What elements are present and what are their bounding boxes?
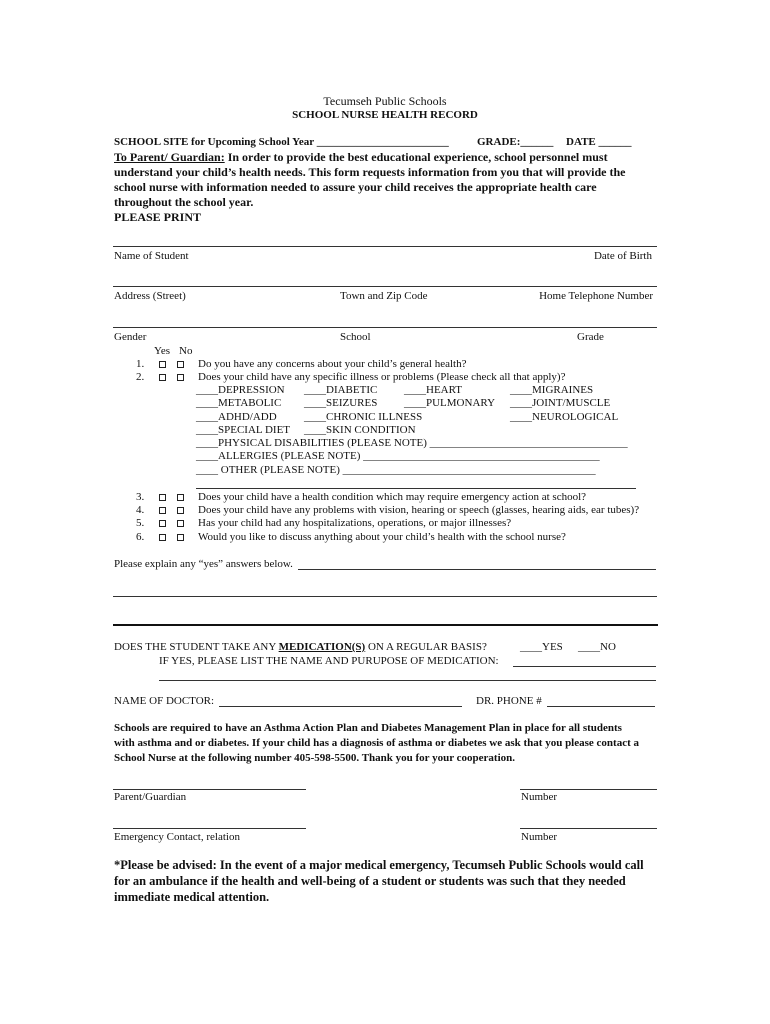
intro-lead: To Parent/ Guardian: bbox=[114, 150, 225, 164]
q1-no-checkbox[interactable] bbox=[177, 361, 184, 368]
question-text: Does your child have a health condition which may require emergency action at school? bbox=[198, 491, 587, 503]
intro-line-1: In order to provide the best educational experience, school personnel must bbox=[224, 150, 608, 164]
condition-depression[interactable]: ____DEPRESSION bbox=[196, 384, 285, 396]
question-number: 6. bbox=[136, 531, 145, 543]
name-of-student-label: Name of Student bbox=[114, 250, 189, 262]
medication-question bbox=[114, 641, 487, 653]
allergies-field[interactable]: ____ALLERGIES (PLEASE NOTE) ___________________________________________ bbox=[196, 450, 600, 462]
number-label: Number bbox=[521, 791, 558, 803]
advisory-line-1: *Please be advised: In the event of a major medical emergency, Tecumseh Public Schools would call bbox=[114, 858, 644, 872]
doctor-phone-label: DR. PHONE # bbox=[476, 695, 542, 707]
condition-pulmonary[interactable]: ____PULMONARY bbox=[404, 397, 496, 409]
question-number: 1. bbox=[136, 358, 145, 370]
medication-list-line-1[interactable] bbox=[513, 666, 656, 667]
q3-yes-checkbox[interactable] bbox=[159, 494, 166, 501]
question-text: Has your child had any hospitalizations, operations, or major illnesses? bbox=[198, 517, 512, 529]
explain-line-2[interactable] bbox=[113, 596, 657, 597]
gender-label: Gender bbox=[114, 331, 147, 343]
q4-yes-checkbox[interactable] bbox=[159, 507, 166, 514]
parent-number-line[interactable] bbox=[520, 789, 657, 790]
emergency-number-line[interactable] bbox=[520, 828, 657, 829]
section-divider bbox=[113, 624, 658, 626]
doctor-phone-line[interactable] bbox=[547, 706, 655, 707]
advisory-notice bbox=[114, 857, 644, 905]
parent-guardian-label: Parent/Guardian bbox=[114, 791, 187, 803]
form-title: SCHOOL NURSE HEALTH RECORD bbox=[292, 109, 478, 121]
district-name: Tecumseh Public Schools bbox=[323, 94, 447, 108]
q5-yes-checkbox[interactable] bbox=[159, 520, 166, 527]
medication-list-label: IF YES, PLEASE LIST THE NAME AND PURUPOSE OF MEDICATION: bbox=[159, 655, 499, 667]
q4-no-checkbox[interactable] bbox=[177, 507, 184, 514]
q2-yes-checkbox[interactable] bbox=[159, 374, 166, 381]
intro-line-2: understand your child’s health needs. This form requests information from you that will provide the bbox=[114, 165, 626, 179]
advisory-line-3: immediate medical attention. bbox=[114, 890, 270, 904]
question-text: Does your child have any specific illness or problems (Please check all that apply)? bbox=[198, 371, 566, 383]
condition-joint-muscle[interactable]: ____JOINT/MUSCLE bbox=[510, 397, 611, 409]
date-of-birth-label: Date of Birth bbox=[593, 250, 652, 262]
other-field[interactable]: ____ OTHER (PLEASE NOTE) ______________________________________________ bbox=[196, 464, 596, 476]
intro-line-3: school nurse with information needed to assure your child receives the appropriate health care bbox=[114, 180, 597, 194]
student-name-line[interactable] bbox=[113, 246, 657, 247]
gender-school-line[interactable] bbox=[113, 327, 657, 328]
condition-diabetic[interactable]: ____DIABETIC bbox=[304, 384, 378, 396]
intro-paragraph bbox=[114, 150, 626, 225]
question-number: 3. bbox=[136, 491, 145, 503]
grade-label: Grade bbox=[577, 331, 604, 343]
condition-special-diet[interactable]: ____SPECIAL DIET bbox=[196, 424, 291, 436]
condition-chronic-illness[interactable]: ____CHRONIC ILLNESS bbox=[304, 411, 423, 423]
question-number: 5. bbox=[136, 517, 145, 529]
number-label: Number bbox=[521, 831, 558, 843]
home-phone-label: Home Telephone Number bbox=[539, 290, 653, 302]
doctor-name-label: NAME OF DOCTOR: bbox=[114, 695, 215, 707]
condition-adhd[interactable]: ____ADHD/ADD bbox=[196, 411, 277, 423]
address-line[interactable] bbox=[113, 286, 657, 287]
intro-line-4: throughout the school year. bbox=[114, 195, 254, 209]
condition-metabolic[interactable]: ____METABOLIC bbox=[196, 397, 282, 409]
condition-skin[interactable]: ____SKIN CONDITION bbox=[304, 424, 416, 436]
no-header: No bbox=[179, 345, 193, 357]
q3-no-checkbox[interactable] bbox=[177, 494, 184, 501]
school-site-field[interactable]: SCHOOL SITE for Upcoming School Year ________________________ bbox=[114, 136, 449, 148]
medication-list-line-2[interactable] bbox=[159, 680, 656, 681]
explain-line-1[interactable] bbox=[298, 569, 656, 570]
q6-yes-checkbox[interactable] bbox=[159, 534, 166, 541]
condition-migraines[interactable]: ____MIGRAINES bbox=[510, 384, 594, 396]
q1-yes-checkbox[interactable] bbox=[159, 361, 166, 368]
emergency-contact-label: Emergency Contact, relation bbox=[114, 831, 240, 843]
medication-question-post: ON A REGULAR BASIS? bbox=[365, 641, 487, 653]
asthma-line-3: School Nurse at the following number 405-598-5500. Thank you for your cooperation. bbox=[114, 752, 516, 764]
date-field[interactable]: DATE ______ bbox=[566, 136, 632, 148]
school-label: School bbox=[340, 331, 371, 343]
q2-no-checkbox[interactable] bbox=[177, 374, 184, 381]
condition-neurological[interactable]: ____NEUROLOGICAL bbox=[510, 411, 619, 423]
medication-keyword: MEDICATION(S) bbox=[278, 641, 366, 653]
q5-no-checkbox[interactable] bbox=[177, 520, 184, 527]
condition-heart[interactable]: ____HEART bbox=[404, 384, 463, 396]
please-print: PLEASE PRINT bbox=[114, 210, 202, 224]
emergency-contact-line[interactable] bbox=[113, 828, 306, 829]
question-number: 2. bbox=[136, 371, 145, 383]
asthma-line-1: Schools are required to have an Asthma Action Plan and Diabetes Management Plan in place for all students bbox=[114, 722, 622, 734]
physical-disabilities-field[interactable]: ____PHYSICAL DISABILITIES (PLEASE NOTE) ____________________________________ bbox=[196, 437, 628, 449]
medication-yes[interactable]: ____YES bbox=[520, 641, 563, 653]
question-text: Would you like to discuss anything about your child’s health with the school nurse? bbox=[198, 531, 566, 543]
explain-label: Please explain any “yes” answers below. bbox=[114, 558, 293, 570]
address-label: Address (Street) bbox=[114, 290, 186, 302]
question-text: Does your child have any problems with vision, hearing or speech (glasses, hearing aids, ear tubes)? bbox=[198, 504, 640, 516]
question-number: 4. bbox=[136, 504, 145, 516]
other-continuation-line[interactable] bbox=[196, 488, 636, 489]
doctor-name-line[interactable] bbox=[219, 706, 462, 707]
q6-no-checkbox[interactable] bbox=[177, 534, 184, 541]
advisory-line-2: for an ambulance if the health and well-being of a student or students was such that they needed bbox=[114, 874, 626, 888]
condition-seizures[interactable]: ____SEIZURES bbox=[304, 397, 378, 409]
parent-signature-line[interactable] bbox=[113, 789, 306, 790]
question-text: Do you have any concerns about your child’s general health? bbox=[198, 358, 467, 370]
medication-question-pre: DOES THE STUDENT TAKE ANY bbox=[114, 641, 279, 653]
asthma-line-2: with asthma and or diabetes. If your child has a diagnosis of asthma or diabetes we ask that you please contact a bbox=[114, 737, 639, 749]
town-zip-label: Town and Zip Code bbox=[340, 290, 428, 302]
asthma-notice bbox=[114, 721, 639, 766]
medication-no[interactable]: ____NO bbox=[578, 641, 616, 653]
yes-header: Yes bbox=[154, 345, 171, 357]
grade-field[interactable]: GRADE:______ bbox=[477, 136, 554, 148]
